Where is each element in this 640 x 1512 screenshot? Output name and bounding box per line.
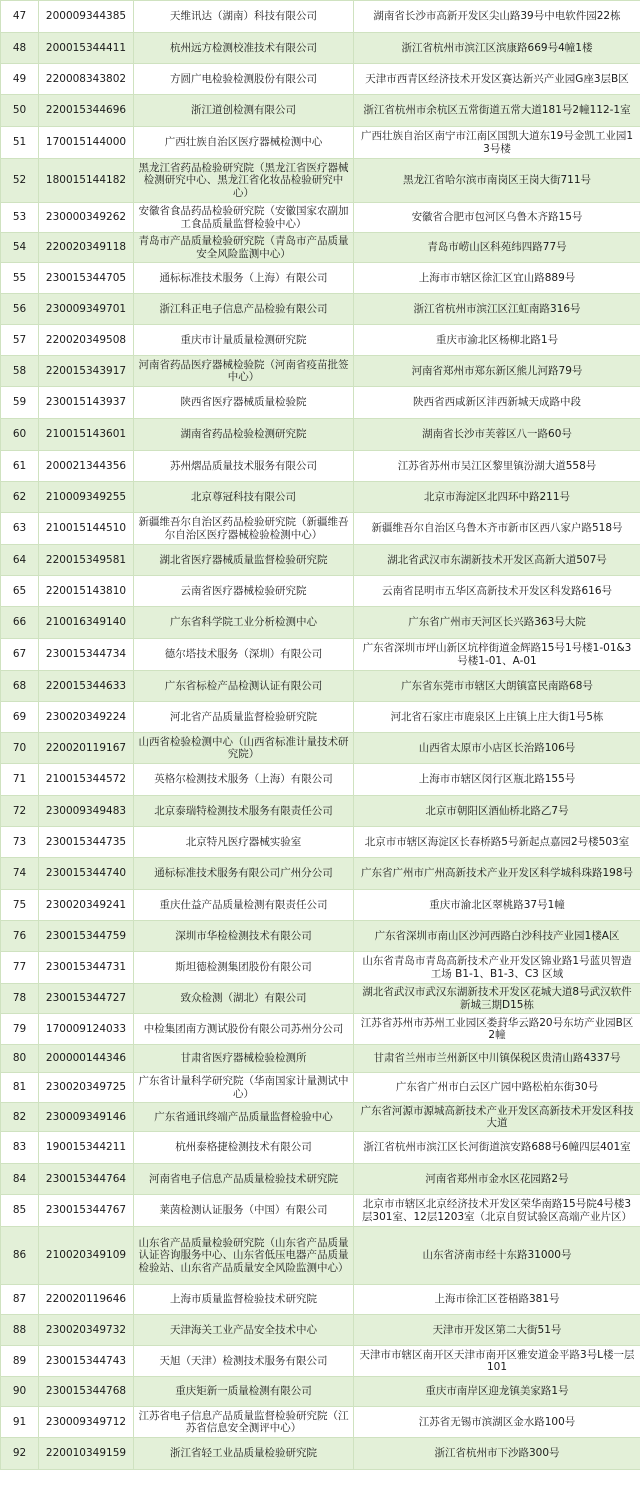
table-row — [1, 203, 640, 233]
institution-address: 广西壮族自治区南宁市江南区国凯大道东19号金凯工业园13号楼 — [354, 127, 640, 159]
table-row — [1, 451, 640, 482]
row-number: 84 — [1, 1164, 39, 1195]
institution-name: 湖南省药品检验检测研究院 — [134, 419, 354, 451]
institution-name: 河北省产品质量监督检验研究院 — [134, 702, 354, 733]
institution-code: 220015344696 — [39, 95, 134, 127]
row-number: 61 — [1, 451, 39, 482]
table-row — [1, 796, 640, 827]
institution-name: 重庆仕益产品质量检测有限责任公司 — [134, 890, 354, 921]
institution-address: 天津市市辖区南开区天津市南开区雅安道金平路3号L楼一层101 — [354, 1346, 640, 1377]
row-number: 58 — [1, 356, 39, 387]
institution-code: 200000144346 — [39, 1045, 134, 1073]
institution-code: 230015344705 — [39, 263, 134, 294]
row-number: 55 — [1, 263, 39, 294]
institution-code: 210015143601 — [39, 419, 134, 451]
institution-name: 通标标准技术服务（上海）有限公司 — [134, 263, 354, 294]
institution-name: 青岛市产品质量检验研究院（青岛市产品质量安全风险监测中心） — [134, 233, 354, 263]
institution-name: 天津海关工业产品安全技术中心 — [134, 1315, 354, 1346]
institution-code: 230009349483 — [39, 796, 134, 827]
institution-name: 河南省电子信息产品质量检验技术研究院 — [134, 1164, 354, 1195]
table-row — [1, 607, 640, 639]
row-number: 71 — [1, 764, 39, 796]
table-row — [1, 671, 640, 702]
table-row — [1, 639, 640, 671]
institution-code: 230015344743 — [39, 1346, 134, 1377]
table-row — [1, 387, 640, 419]
institution-name: 浙江省轻工业品质量检验研究院 — [134, 1438, 354, 1470]
table-row — [1, 1045, 640, 1073]
institution-code: 230015344764 — [39, 1164, 134, 1195]
row-number: 53 — [1, 203, 39, 233]
institution-address: 上海市市辖区徐汇区宜山路889号 — [354, 263, 640, 294]
table-row — [1, 325, 640, 356]
institution-name: 苏州熠品质量技术服务有限公司 — [134, 451, 354, 482]
table-row — [1, 764, 640, 796]
institution-address: 北京市市辖区海淀区长春桥路5号新起点嘉园2号楼503室 — [354, 827, 640, 858]
institution-code: 200009344385 — [39, 1, 134, 33]
institution-address: 湖南省长沙市芙蓉区八一路60号 — [354, 419, 640, 451]
institution-address: 天津市开发区第二大街51号 — [354, 1315, 640, 1346]
table-row — [1, 1346, 640, 1377]
institution-name: 英格尔检测技术服务（上海）有限公司 — [134, 764, 354, 796]
institution-code: 230009349712 — [39, 1407, 134, 1438]
institution-code: 230015344740 — [39, 858, 134, 890]
table-row — [1, 33, 640, 64]
institution-name: 北京特凡医疗器械实验室 — [134, 827, 354, 858]
row-number: 67 — [1, 639, 39, 671]
table-row — [1, 95, 640, 127]
institution-name: 安徽省食品药品检验研究院（安徽国家农副加工食品质量监督检验中心） — [134, 203, 354, 233]
institution-name: 德尔塔技术服务（深圳）有限公司 — [134, 639, 354, 671]
row-number: 54 — [1, 233, 39, 263]
row-number: 89 — [1, 1346, 39, 1377]
institution-address: 广东省深圳市坪山新区坑梓街道金辉路15号1号楼1-01&3号楼1-01、A-01 — [354, 639, 640, 671]
institution-code: 220015349581 — [39, 545, 134, 576]
table-row — [1, 576, 640, 607]
institution-name: 杭州泰格捷检测技术有限公司 — [134, 1132, 354, 1164]
row-number: 65 — [1, 576, 39, 607]
institution-address: 青岛市崂山区科苑纬四路77号 — [354, 233, 640, 263]
table-row — [1, 827, 640, 858]
institution-name: 重庆矩新一质量检测有限公司 — [134, 1377, 354, 1407]
table-row — [1, 984, 640, 1014]
row-number: 47 — [1, 1, 39, 33]
institution-code: 230020349224 — [39, 702, 134, 733]
row-number: 70 — [1, 733, 39, 764]
institution-code: 220010349159 — [39, 1438, 134, 1470]
institution-address: 江苏省苏州市吴江区黎里镇汾湖大道558号 — [354, 451, 640, 482]
table-row — [1, 1377, 640, 1407]
institution-name: 北京尊冠科技有限公司 — [134, 482, 354, 513]
institution-address: 河北省石家庄市鹿泉区上庄镇上庄大街1号5栋 — [354, 702, 640, 733]
table-row — [1, 1438, 640, 1470]
institution-address: 浙江省杭州市余杭区五常街道五常大道181号2幢112-1室 — [354, 95, 640, 127]
institution-code: 200015344411 — [39, 33, 134, 64]
row-number: 91 — [1, 1407, 39, 1438]
institution-address: 广东省广州市广州高新技术产业开发区科学城科珠路198号 — [354, 858, 640, 890]
institution-address: 河南省郑州市郑东新区熊儿河路79号 — [354, 356, 640, 387]
institution-address: 浙江省杭州市滨江区江虹南路316号 — [354, 294, 640, 325]
row-number: 64 — [1, 545, 39, 576]
row-number: 63 — [1, 513, 39, 545]
institution-name: 云南省医疗器械检验研究院 — [134, 576, 354, 607]
institution-code: 170015144000 — [39, 127, 134, 159]
table-row — [1, 1, 640, 33]
row-number: 80 — [1, 1045, 39, 1073]
row-number: 56 — [1, 294, 39, 325]
institution-code: 230020349732 — [39, 1315, 134, 1346]
institution-code: 200021344356 — [39, 451, 134, 482]
institution-code: 230015344727 — [39, 984, 134, 1014]
institution-code: 210020349109 — [39, 1227, 134, 1285]
institution-name: 斯坦德检测集团股份有限公司 — [134, 952, 354, 984]
institution-code: 220020349508 — [39, 325, 134, 356]
institution-code: 230009349701 — [39, 294, 134, 325]
table-row — [1, 159, 640, 203]
table-row — [1, 952, 640, 984]
institution-address: 山西省太原市小店区长治路106号 — [354, 733, 640, 764]
institution-name: 重庆市计量质量检测研究院 — [134, 325, 354, 356]
institution-code: 230015344767 — [39, 1195, 134, 1227]
institution-name: 通标标准技术服务有限公司广州分公司 — [134, 858, 354, 890]
institution-code: 180015144182 — [39, 159, 134, 203]
institution-name: 广东省科学院工业分析检测中心 — [134, 607, 354, 639]
institution-code: 220020119646 — [39, 1285, 134, 1315]
table-row — [1, 1195, 640, 1227]
institution-address: 广东省深圳市南山区沙河西路白沙科技产业园1楼A区 — [354, 921, 640, 952]
row-number: 50 — [1, 95, 39, 127]
institution-name: 浙江道创检测有限公司 — [134, 95, 354, 127]
table-row — [1, 858, 640, 890]
institution-code: 230015344735 — [39, 827, 134, 858]
row-number: 51 — [1, 127, 39, 159]
table-row — [1, 1014, 640, 1045]
institution-address: 重庆市渝北区翠桃路37号1幢 — [354, 890, 640, 921]
institution-name: 新疆维吾尔自治区药品检验研究院（新疆维吾尔自治区医疗器械检验检测中心） — [134, 513, 354, 545]
table-row — [1, 1227, 640, 1285]
institution-address: 广东省东莞市市辖区大朗镇富民南路68号 — [354, 671, 640, 702]
table-row — [1, 1164, 640, 1195]
institution-code: 210015344572 — [39, 764, 134, 796]
institution-address: 浙江省杭州市滨江区滨康路669号4幢1楼 — [354, 33, 640, 64]
institution-name: 方圆广电检验检测股份有限公司 — [134, 64, 354, 95]
institution-address: 云南省昆明市五华区高新技术开发区科发路616号 — [354, 576, 640, 607]
institution-code: 230015344768 — [39, 1377, 134, 1407]
row-number: 60 — [1, 419, 39, 451]
table-row — [1, 1407, 640, 1438]
table-row — [1, 482, 640, 513]
row-number: 90 — [1, 1377, 39, 1407]
row-number: 79 — [1, 1014, 39, 1045]
institution-address: 江苏省苏州市苏州工业园区娄葑华云路20号东坊产业园B区2幢 — [354, 1014, 640, 1045]
institution-name: 天维讯达（湖南）科技有限公司 — [134, 1, 354, 33]
row-number: 92 — [1, 1438, 39, 1470]
table-row — [1, 733, 640, 764]
institution-code: 220015344633 — [39, 671, 134, 702]
row-number: 87 — [1, 1285, 39, 1315]
table-row — [1, 1132, 640, 1164]
table-row — [1, 294, 640, 325]
institution-code: 230020349241 — [39, 890, 134, 921]
row-number: 73 — [1, 827, 39, 858]
institution-name: 广东省标检产品检测认证有限公司 — [134, 671, 354, 702]
table-row — [1, 64, 640, 95]
institution-address: 浙江省杭州市滨江区长河街道滨安路688号6幢四层401室 — [354, 1132, 640, 1164]
institution-code: 190015344211 — [39, 1132, 134, 1164]
institution-name: 甘肃省医疗器械检验检测所 — [134, 1045, 354, 1073]
institution-address: 重庆市南岸区迎龙镇美家路1号 — [354, 1377, 640, 1407]
institution-address: 北京市海淀区北四环中路211号 — [354, 482, 640, 513]
row-number: 72 — [1, 796, 39, 827]
table-row — [1, 702, 640, 733]
row-number: 62 — [1, 482, 39, 513]
row-number: 82 — [1, 1103, 39, 1132]
institution-code: 230009349146 — [39, 1103, 134, 1132]
row-number: 49 — [1, 64, 39, 95]
table-row — [1, 263, 640, 294]
row-number: 68 — [1, 671, 39, 702]
row-number: 74 — [1, 858, 39, 890]
table-row — [1, 356, 640, 387]
institution-address: 新疆维吾尔自治区乌鲁木齐市新市区西八家户路518号 — [354, 513, 640, 545]
institution-name: 陕西省医疗器械质量检验院 — [134, 387, 354, 419]
institution-name: 天旭（天津）检测技术服务有限公司 — [134, 1346, 354, 1377]
institution-address: 山东省青岛市青岛高新技术产业开发区锦业路1号蓝贝智造工场 B1-1、B1-3、C3 区域 — [354, 952, 640, 984]
institution-name: 北京泰瑞特检测技术服务有限责任公司 — [134, 796, 354, 827]
row-number: 69 — [1, 702, 39, 733]
institution-address: 天津市西青区经济技术开发区赛达新兴产业园G座3层B区 — [354, 64, 640, 95]
institution-address: 浙江省杭州市下沙路300号 — [354, 1438, 640, 1470]
institution-code: 230015344734 — [39, 639, 134, 671]
institution-address: 湖北省武汉市东湖新技术开发区高新大道507号 — [354, 545, 640, 576]
institution-address: 广东省广州市天河区长兴路363号大院 — [354, 607, 640, 639]
institution-address: 山东省济南市经十东路31000号 — [354, 1227, 640, 1285]
table-row — [1, 1103, 640, 1132]
table-row — [1, 1315, 640, 1346]
institution-address: 北京市朝阳区酒仙桥北路乙7号 — [354, 796, 640, 827]
table-row — [1, 1285, 640, 1315]
table-row — [1, 545, 640, 576]
table-row — [1, 513, 640, 545]
table-row — [1, 419, 640, 451]
row-number: 59 — [1, 387, 39, 419]
table-row — [1, 127, 640, 159]
institution-code: 220008343802 — [39, 64, 134, 95]
institution-address: 广东省河源市源城高新技术产业开发区高新技术开发区科技大道 — [354, 1103, 640, 1132]
institution-code: 210009349255 — [39, 482, 134, 513]
institution-name: 广东省通讯终端产品质量监督检验中心 — [134, 1103, 354, 1132]
institution-address: 湖南省长沙市高新开发区尖山路39号中电软件园22栋 — [354, 1, 640, 33]
institution-address: 上海市徐汇区苍梧路381号 — [354, 1285, 640, 1315]
institution-name: 湖北省医疗器械质量监督检验研究院 — [134, 545, 354, 576]
row-number: 83 — [1, 1132, 39, 1164]
table-row — [1, 233, 640, 263]
institution-code: 220015143810 — [39, 576, 134, 607]
row-number: 66 — [1, 607, 39, 639]
institution-code: 230020349725 — [39, 1073, 134, 1103]
row-number: 78 — [1, 984, 39, 1014]
institution-name: 山东省产品质量检验研究院（山东省产品质量认证咨询服务中心、山东省低压电器产品质量检验站、山东省产品质量安全风险监测中心） — [134, 1227, 354, 1285]
institution-address: 黑龙江省哈尔滨市南岗区王岗大街711号 — [354, 159, 640, 203]
institution-name: 莱茵检测认证服务（中国）有限公司 — [134, 1195, 354, 1227]
institution-address: 上海市市辖区闵行区瓶北路155号 — [354, 764, 640, 796]
institution-name: 浙江科正电子信息产品检验有限公司 — [134, 294, 354, 325]
row-number: 86 — [1, 1227, 39, 1285]
row-number: 81 — [1, 1073, 39, 1103]
row-number: 88 — [1, 1315, 39, 1346]
row-number: 85 — [1, 1195, 39, 1227]
row-number: 52 — [1, 159, 39, 203]
row-number: 57 — [1, 325, 39, 356]
institution-address: 重庆市渝北区杨柳北路1号 — [354, 325, 640, 356]
table-row — [1, 890, 640, 921]
institution-code: 170009124033 — [39, 1014, 134, 1045]
institution-address: 北京市市辖区北京经济技术开发区荣华南路15号院4号楼3层301室、12层1203室（北京自贸试验区高端产业片区） — [354, 1195, 640, 1227]
table-row — [1, 921, 640, 952]
institution-address: 陕西省西咸新区沣西新城天成路中段 — [354, 387, 640, 419]
institution-name: 河南省药品医疗器械检验院（河南省疫苗批签中心） — [134, 356, 354, 387]
institution-code: 210016349140 — [39, 607, 134, 639]
row-number: 76 — [1, 921, 39, 952]
institution-code: 230015143937 — [39, 387, 134, 419]
institution-address: 江苏省无锡市滨湖区金水路100号 — [354, 1407, 640, 1438]
institution-name: 中检集团南方测试股份有限公司苏州分公司 — [134, 1014, 354, 1045]
institution-address: 安徽省合肥市包河区乌鲁木齐路15号 — [354, 203, 640, 233]
institution-code: 220015343917 — [39, 356, 134, 387]
institution-name: 致众检测（湖北）有限公司 — [134, 984, 354, 1014]
institution-address: 甘肃省兰州市兰州新区中川镇保税区贵清山路4337号 — [354, 1045, 640, 1073]
institution-address: 广东省广州市白云区广园中路松柏东街30号 — [354, 1073, 640, 1103]
institution-code: 220020349118 — [39, 233, 134, 263]
institution-name: 广西壮族自治区医疗器械检测中心 — [134, 127, 354, 159]
institution-name: 山西省检验检测中心（山西省标准计量技术研究院） — [134, 733, 354, 764]
institution-name: 广东省计量科学研究院（华南国家计量测试中心） — [134, 1073, 354, 1103]
row-number: 77 — [1, 952, 39, 984]
row-number: 48 — [1, 33, 39, 64]
table-row — [1, 1073, 640, 1103]
row-number: 75 — [1, 890, 39, 921]
institution-code: 230000349262 — [39, 203, 134, 233]
institution-code: 220020119167 — [39, 733, 134, 764]
institution-address: 河南省郑州市金水区花园路2号 — [354, 1164, 640, 1195]
institution-name: 上海市质量监督检验技术研究院 — [134, 1285, 354, 1315]
institution-code: 230015344759 — [39, 921, 134, 952]
institution-name: 杭州远方检测校准技术有限公司 — [134, 33, 354, 64]
institution-address: 湖北省武汉市武汉东湖新技术开发区花城大道8号武汉软件新城三期D15栋 — [354, 984, 640, 1014]
institution-code: 210015144510 — [39, 513, 134, 545]
institution-name: 深圳市华检检测技术有限公司 — [134, 921, 354, 952]
institution-name: 黑龙江省药品检验研究院（黑龙江省医疗器械检测研究中心、黑龙江省化妆品检验研究中心） — [134, 159, 354, 203]
institution-name: 江苏省电子信息产品质量监督检验研究院（江苏省信息安全测评中心） — [134, 1407, 354, 1438]
institution-code: 230015344731 — [39, 952, 134, 984]
